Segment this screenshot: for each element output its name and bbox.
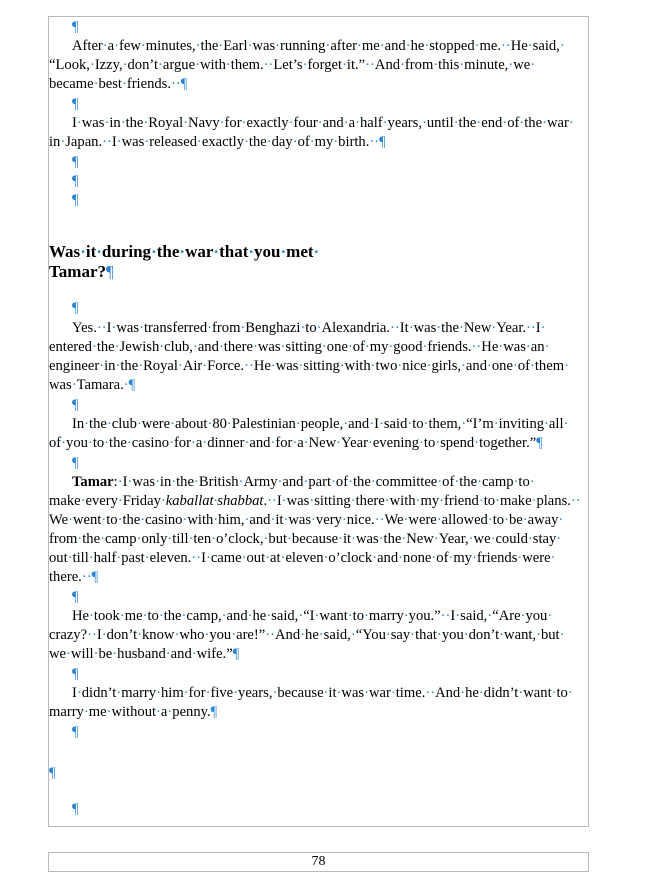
empty-paragraph-mark: ¶ — [72, 666, 79, 682]
text-line — [72, 37, 565, 56]
text-line — [49, 626, 564, 645]
text-run: was·Tamara.· — [49, 377, 129, 393]
empty-paragraph-mark: ¶ — [72, 173, 79, 189]
text-line — [49, 376, 135, 395]
text-line — [49, 530, 561, 549]
speaker-name: Tamar — [72, 474, 114, 490]
text-run: make·every·Friday· — [49, 493, 166, 509]
paragraph-mark: ¶ — [536, 435, 543, 451]
paragraph-mark: ¶ — [180, 76, 188, 92]
heading-text: Was·it·during·the·war·that·you·met· — [49, 242, 320, 261]
italic-term: kaballat·shabbat — [165, 493, 264, 509]
text-run: In·the·club·were·about·80·Palestinian·people,·and·I·said·to·them,·“I’m·inviting·all· — [72, 416, 569, 432]
empty-paragraph-mark: ¶ — [72, 455, 79, 471]
empty-paragraph-mark: ¶ — [72, 589, 79, 605]
text-line — [72, 607, 552, 626]
text-line — [49, 56, 535, 75]
text-line — [49, 703, 217, 722]
empty-paragraph-mark: ¶ — [72, 724, 79, 740]
paragraph-mark: ¶ — [232, 646, 240, 662]
paragraph-mark: ¶ — [91, 569, 99, 585]
text-line — [72, 114, 574, 133]
empty-paragraph-mark: ¶ — [72, 96, 79, 112]
text-run: After·a·few·minutes,·the·Earl·was·running·after·me·and·he·stopped·me.··He·said,· — [72, 38, 565, 54]
text-run: :·I·was·in·the·British·Army·and·part·of·the·committee·of·the·camp·to· — [113, 474, 535, 490]
text-line — [49, 75, 187, 94]
text-run: I·was·in·the·Royal·Navy·for·exactly·four·and·a·half·years,·until·the·end·of·the·war· — [72, 115, 574, 131]
text-line — [49, 492, 581, 511]
text-run: “Look,·Izzy,·don’t·argue·with·them.··Let’s·forget·it.”··And·from·this·minute,·we· — [49, 57, 536, 73]
text-line — [49, 549, 555, 568]
text-run: out·till·half·past·eleven.··I·came·out·at·eleven·o’clock·and·none·of·my·friends·were· — [49, 550, 556, 566]
text-run: Yes.··I·was·transferred·from·Benghazi·to·Alexandria.··It·was·the·New·Year.··I· — [72, 320, 546, 336]
text-run: of·you·to·the·casino·for·a·dinner·and·for·a·New·Year·evening·to·spend·together.” — [49, 435, 537, 451]
heading-line — [49, 242, 319, 262]
heading-text: Tamar? — [49, 262, 106, 281]
text-run: .··I·was·sitting·there·with·my·friend·to·make·plans.·· — [263, 493, 581, 509]
empty-paragraph-mark: ¶ — [72, 300, 79, 316]
text-run: entered·the·Jewish·club,·and·there·was·sitting·one·of·my·good·friends.··He·was·an· — [49, 339, 550, 355]
text-run: I·didn’t·marry·him·for·five·years,·because·it·was·war·time.··And·he·didn’t·want·to· — [72, 685, 573, 701]
paragraph-mark: ¶ — [210, 704, 218, 720]
text-line — [49, 645, 239, 664]
paragraph-mark: ¶ — [379, 134, 386, 150]
text-run: from·the·camp·only·till·ten·o’clock,·but·because·it·was·the·New·Year,·we·could·stay· — [49, 531, 562, 547]
text-line — [49, 511, 563, 530]
text-run: we·will·be·husband·and·wife.” — [49, 646, 233, 662]
page-footer[interactable] — [48, 852, 589, 872]
empty-paragraph-mark: ¶ — [72, 192, 79, 208]
text-run: We·went·to·the·casino·with·him,·and·it·was·very·nice.··We·were·allowed·to·be·away· — [49, 512, 564, 528]
text-line — [72, 684, 573, 703]
text-line — [49, 133, 386, 152]
text-run: engineer·in·the·Royal·Air·Force.··He·was·sitting·with·two·nice·girls,·and·one·of·them· — [49, 358, 569, 374]
text-line — [49, 357, 569, 376]
text-line — [49, 568, 98, 587]
text-line — [72, 319, 546, 338]
paragraph-mark: ¶ — [128, 377, 136, 393]
empty-paragraph-mark: ¶ — [72, 154, 79, 170]
text-run: He·took·me·to·the·camp,·and·he·said,·“I·want·to·marry·you.”··I·said,·“Are·you· — [72, 608, 553, 624]
text-run: there.·· — [49, 569, 92, 585]
text-line — [49, 434, 543, 453]
page-number: 78 — [311, 854, 326, 869]
empty-paragraph-mark: ¶ — [72, 19, 79, 35]
text-line — [49, 338, 549, 357]
heading-line — [49, 262, 114, 282]
text-run: crazy?··I·don’t·know·who·you·are!”··And·he·said,·“You·say·that·you·don’t·want,·but· — [49, 627, 565, 643]
text-run: in·Japan.··I·was·released·exactly·the·day·of·my·birth.·· — [49, 134, 380, 150]
empty-paragraph-mark: ¶ — [49, 765, 56, 781]
empty-paragraph-mark: ¶ — [72, 397, 79, 413]
text-run: marry·me·without·a·penny. — [49, 704, 211, 720]
text-run: became·best·friends.·· — [49, 76, 181, 92]
paragraph-mark: ¶ — [106, 262, 114, 281]
empty-paragraph-mark: ¶ — [72, 801, 79, 817]
text-line — [72, 415, 568, 434]
text-line — [72, 473, 535, 492]
